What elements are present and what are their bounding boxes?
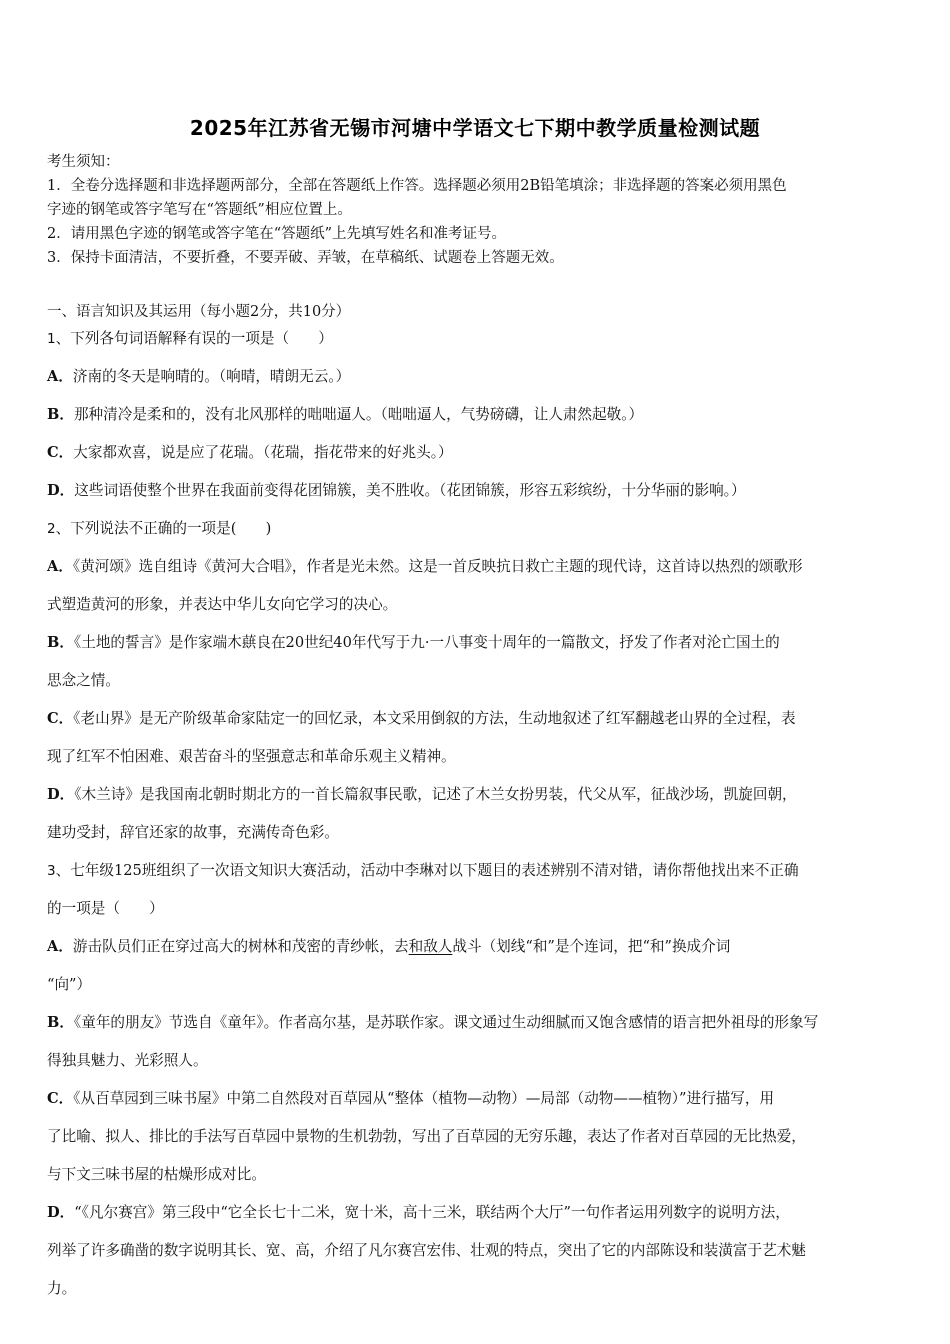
notice-item: 3．保持卡面清洁，不要折叠，不要弄破、弄皱，在草稿纸、试题卷上答题无效。	[47, 250, 564, 266]
q2-option-a-cont: 式塑造黄河的形象，并表达中华儿女向它学习的决心。	[47, 596, 398, 613]
q3-option-b: B．《童年的朋友》节选自《童年》。作者高尔基，是苏联作家。课文通过生动细腻而又饱含感情的语言把外祖母的形象写	[47, 1014, 819, 1031]
q3-option-d-cont: 力。	[47, 1280, 77, 1297]
q2-option-c: C．《老山界》是无产阶级革命家陆定一的回忆录，本文采用倒叙的方法，生动地叙述了红军翻越老山界的全过程，表	[47, 710, 796, 727]
q3-option-b-cont: 得独具魅力、光彩照人。	[47, 1052, 208, 1069]
question-3-stem-cont: 的一项是（ ）	[47, 900, 164, 917]
question-number: 2	[47, 521, 56, 537]
question-1-stem: 1、下列各句词语解释有误的一项是（ ）	[47, 330, 333, 347]
section-heading: 一、语言知识及其运用（每小题2分，共10分）	[47, 304, 351, 320]
q2-option-a: A．《黄河颂》选自组诗《黄河大合唱》，作者是光未然。这是一首反映抗日救亡主题的现代诗，这首诗以热烈的颂歌形	[47, 558, 803, 575]
question-number: 1	[47, 331, 56, 347]
q1-option-c: C．大家都欢喜，说是应了花瑞。（花瑞，指花带来的好兆头。）	[47, 444, 453, 461]
notice-heading: 考生须知：	[47, 154, 120, 170]
q1-option-b: B．那种清冷是柔和的，没有北风那样的咄咄逼人。（咄咄逼人，气势磅礴，让人肃然起敬。）	[47, 406, 644, 423]
q2-option-b: B．《土地的誓言》是作家端木蕻良在20世纪40年代写于九·一八事变十周年的一篇散文，抒发了作者对沦亡国土的	[47, 634, 780, 651]
q2-option-b-cont: 思念之情。	[47, 672, 120, 689]
question-3-stem: 3、七年级125班组织了一次语文知识大赛活动，活动中李琳对以下题目的表述辨别不清对错，请你帮他找出来不正确	[47, 862, 799, 879]
notice-item: 1．全卷分选择题和非选择题两部分，全部在答题纸上作答。选择题必须用2B铅笔填涂；非选择题的答案必须用黑色	[47, 178, 787, 194]
q1-option-a: A．济南的冬天是响晴的。（响晴，晴朗无云。）	[47, 368, 351, 385]
notice-block	[47, 150, 917, 270]
question-number: 3	[47, 863, 56, 879]
q2-option-d-cont: 建功受封，辞官还家的故事，充满传奇色彩。	[47, 824, 339, 841]
underlined-phrase: 和敌人	[408, 938, 453, 955]
q3-option-c-cont: 与下文三味书屋的枯燥形成对比。	[47, 1166, 266, 1183]
exam-title: 2025年江苏省无锡市河塘中学语文七下期中教学质量检测试题	[189, 116, 761, 140]
q3-option-a: A．游击队员们正在穿过高大的树林和茂密的青纱帐，去和敌人战斗（划线“和”是个连词，把“和”换成介词	[47, 938, 731, 955]
q2-option-c-cont: 现了红军不怕困难、艰苦奋斗的坚强意志和革命乐观主义精神。	[47, 748, 456, 765]
q3-option-c: C．《从百草园到三味书屋》中第二自然段对百草园从“整体（植物—动物）—局部（动物——植物）”进行描写，用	[47, 1090, 775, 1107]
q1-option-d: D．这些词语使整个世界在我面前变得花团锦簇，美不胜收。（花团锦簇，形容五彩缤纷，十分华丽的影响。）	[47, 482, 746, 499]
notice-item: 字迹的钢笔或答字笔写在“答题纸”相应位置上。	[47, 202, 352, 218]
notice-item: 2．请用黑色字迹的钢笔或答字笔在“答题纸”上先填写姓名和准考证号。	[47, 226, 507, 242]
q3-option-c-cont: 了比喻、拟人、排比的手法写百草园中景物的生机勃勃，写出了百草园的无穷乐趣，表达了作者对百草园的无比热爱，	[47, 1128, 806, 1145]
q3-option-d: D．“《凡尔赛宫》第三段中“它全长七十二米，宽十米，高十三米，联结两个大厅”一句作者运用列数字的说明方法，	[47, 1204, 790, 1221]
question-2-stem: 2、下列说法不正确的一项是( )	[47, 520, 272, 537]
questions-block	[47, 320, 912, 1308]
q3-option-d-cont: 列举了许多确凿的数字说明其长、宽、高，介绍了凡尔赛宫宏伟、壮观的特点，突出了它的内部陈设和装潢富于艺术魅	[47, 1242, 806, 1259]
q3-option-a-cont: “向”）	[47, 976, 92, 993]
q2-option-d: D．《木兰诗》是我国南北朝时期北方的一首长篇叙事民歌，记述了木兰女扮男装，代父从军，征战沙场，凯旋回朝，	[47, 786, 797, 803]
